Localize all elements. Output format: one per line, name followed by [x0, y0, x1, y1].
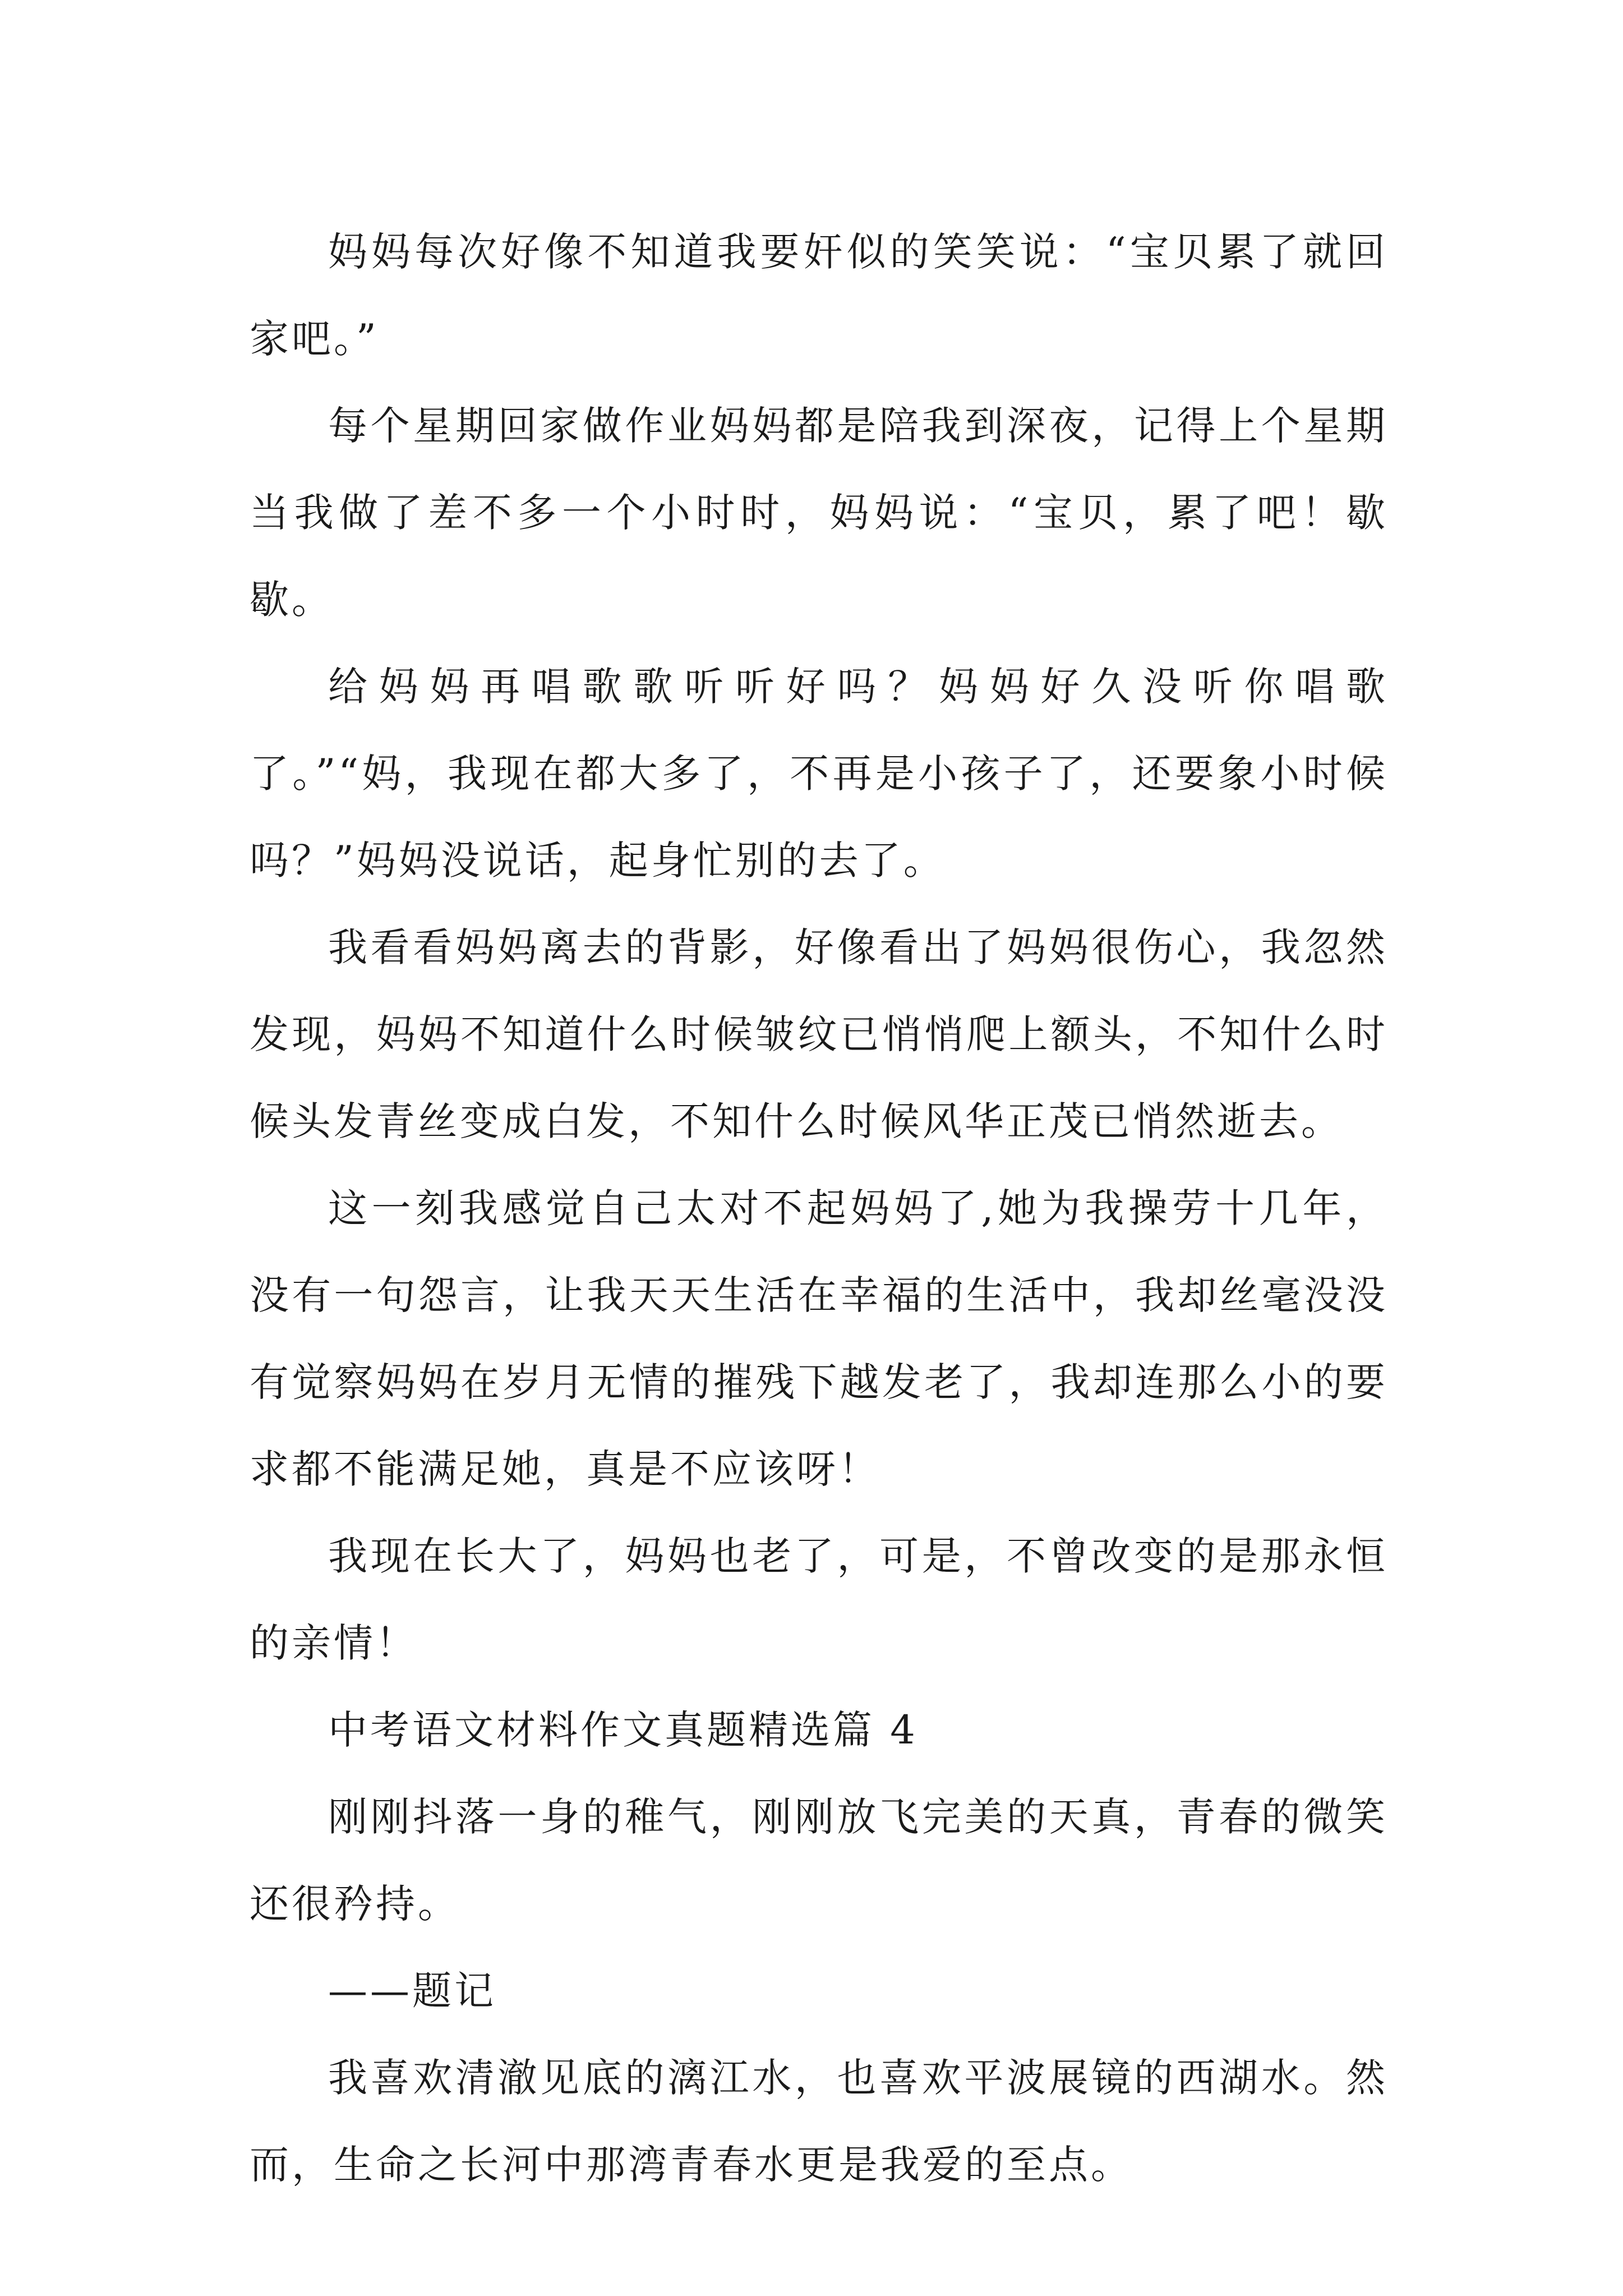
paragraph-6: 我现在长大了，妈妈也老了，可是，不曾改变的是那永恒的亲情！	[250, 1533, 1388, 1666]
body-text	[250, 209, 1388, 2208]
paragraph-2: 每个星期回家做作业妈妈都是陪我到深夜，记得上个星期当我做了差不多一个小时时，妈妈说：“宝贝，累了吧！歇歇。	[250, 403, 1388, 623]
paragraph-5: 这一刻我感觉自己太对不起妈妈了,她为我操劳十几年，没有一句怨言，让我天天生活在幸福的生活中，我却丝毫没没有觉察妈妈在岁月无情的摧残下越发老了，我却连那么小的要求都不能满足她，真是不应该呀！	[250, 1185, 1388, 1492]
section-heading: 中考语文材料作文真题精选篇 4	[328, 1707, 918, 1753]
paragraph-1: 妈妈每次好像不知道我要奸似的笑笑说：“宝贝累了就回家吧。”	[250, 229, 1388, 362]
epigraph: 刚刚抖落一身的稚气，刚刚放飞完美的天真，青春的微笑还很矜持。	[250, 1794, 1388, 1927]
paragraph-3: 给妈妈再唱歌歌听听好吗？妈妈好久没听你唱歌了。”“妈，我现在都大多了，不再是小孩子了，还要象小时候吗？”妈妈没说话，起身忙别的去了。	[250, 664, 1388, 884]
epigraph-note: ——题记	[328, 1968, 496, 2014]
paragraph-4: 我看看妈妈离去的背影，好像看出了妈妈很伤心，我忽然发现，妈妈不知道什么时候皱纹已悄悄爬上额头，不知什么时候头发青丝变成白发，不知什么时候风华正茂已悄然逝去。	[250, 924, 1388, 1144]
closing-paragraph: 我喜欢清澈见底的漓江水，也喜欢平波展镜的西湖水。然而，生命之长河中那湾青春水更是我爱的至点。	[250, 2055, 1388, 2188]
